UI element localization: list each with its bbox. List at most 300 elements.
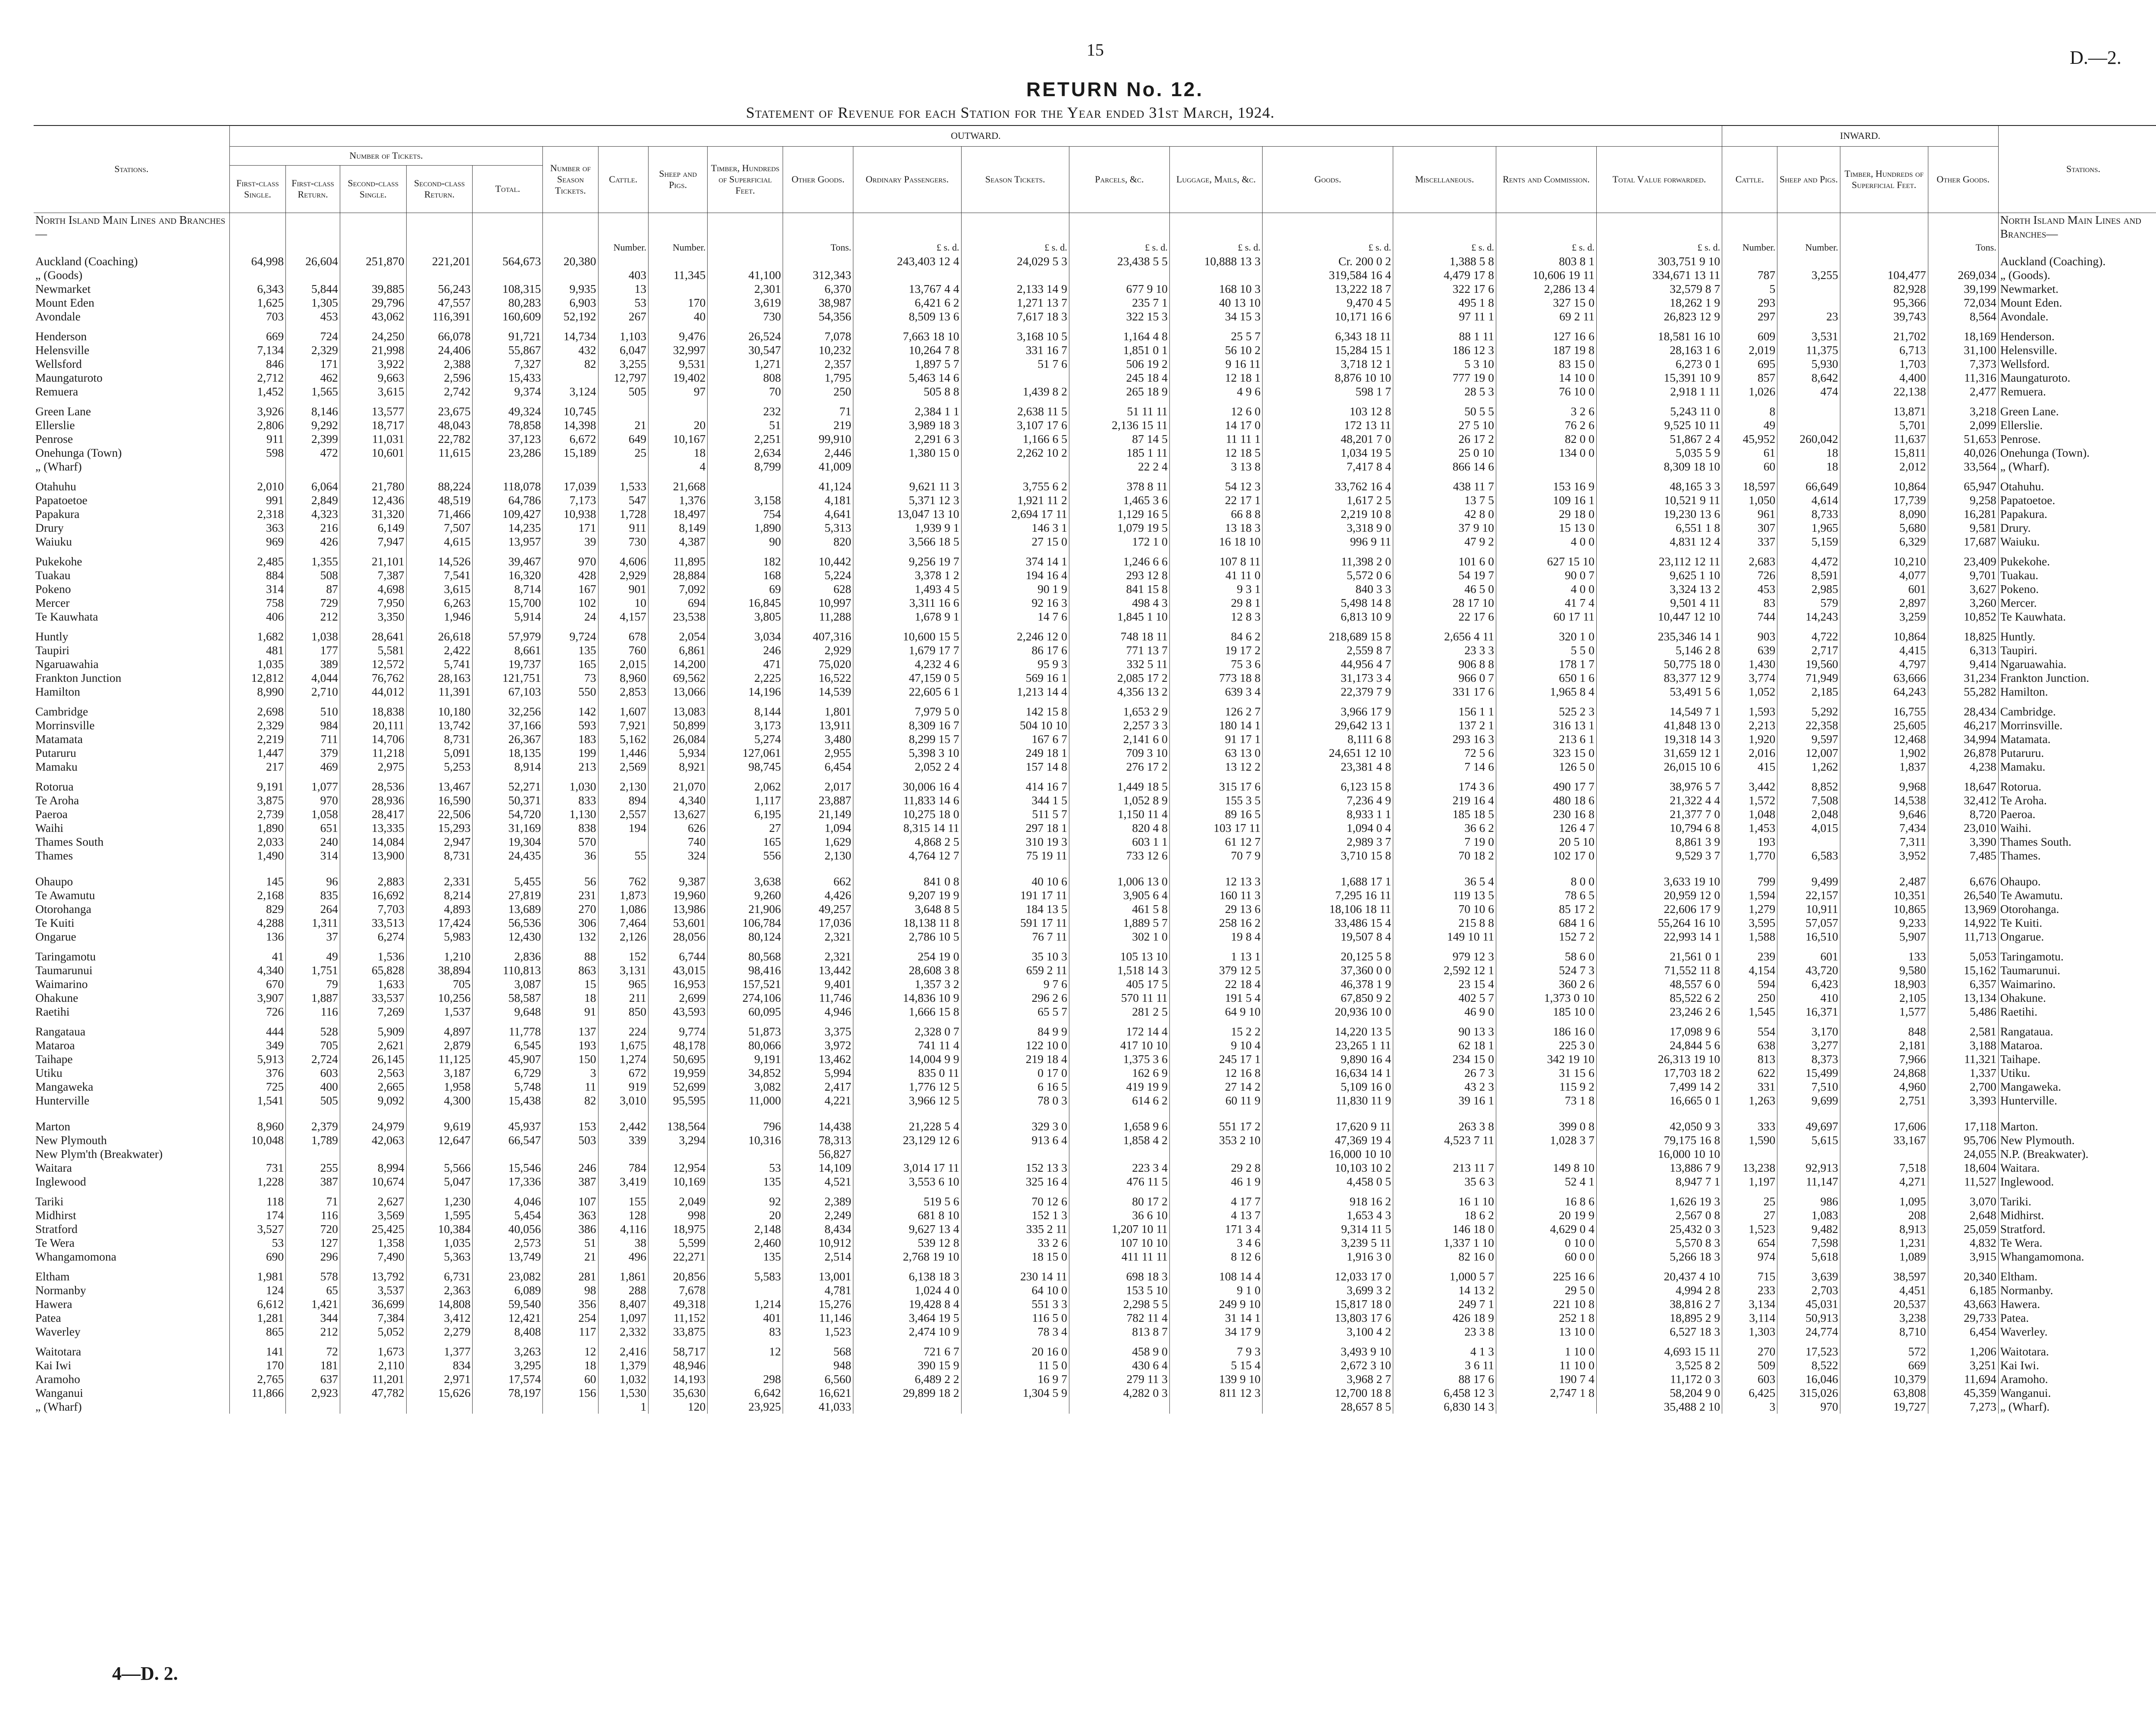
cattle-cell: 403 xyxy=(598,268,648,282)
other-goods-cell: 13,442 xyxy=(783,963,853,977)
inward-cattle-cell: 3,114 xyxy=(1722,1311,1777,1325)
inward-sheep-cell: 15,499 xyxy=(1777,1066,1840,1080)
second-return-cell: 116,391 xyxy=(406,310,473,323)
table-row xyxy=(34,1147,2156,1161)
rents-cell: 11 10 0 xyxy=(1496,1358,1596,1372)
table-row xyxy=(34,610,2156,624)
total-value-cell: 35,488 2 10 xyxy=(1596,1400,1722,1414)
cattle-cell: 678 xyxy=(598,630,648,643)
total-tickets-cell: 118,078 xyxy=(473,480,543,493)
other-goods-cell: 2,955 xyxy=(783,746,853,760)
ordinary-passengers-cell xyxy=(853,1400,961,1414)
total-tickets-cell: 3,087 xyxy=(473,977,543,991)
total-tickets-cell: 13,957 xyxy=(473,535,543,549)
second-return-cell: 48,519 xyxy=(406,493,473,507)
cattle-cell: 1,675 xyxy=(598,1038,648,1052)
inward-sheep-cell: 49,697 xyxy=(1777,1120,1840,1133)
season-count-cell: 281 xyxy=(543,1270,598,1283)
parcels-cell: 281 2 5 xyxy=(1069,1005,1169,1019)
total-value-cell: 17,098 9 6 xyxy=(1596,1025,1722,1038)
total-tickets-cell: 19,737 xyxy=(473,657,543,671)
table-row xyxy=(34,596,2156,610)
station-name-right: Wanganui. xyxy=(2000,1386,2051,1399)
first-return-cell: 26,604 xyxy=(286,254,340,268)
timber-cell: 80,568 xyxy=(708,950,783,963)
season-count-cell: 550 xyxy=(543,685,598,699)
other-goods-cell: 10,442 xyxy=(783,555,853,568)
timber-cell: 2,301 xyxy=(708,282,783,296)
total-value-cell: 4,831 12 4 xyxy=(1596,535,1722,549)
parcels-cell: 461 5 8 xyxy=(1069,902,1169,916)
other-goods-cell: 4,946 xyxy=(783,1005,853,1019)
sheep-pigs-cell: 26,084 xyxy=(649,732,708,746)
parcels-cell: 1,889 5 7 xyxy=(1069,916,1169,930)
miscellaneous-cell: 1,000 5 7 xyxy=(1393,1270,1496,1283)
second-single-cell: 42,063 xyxy=(340,1133,406,1147)
second-return-cell: 1,035 xyxy=(406,1236,473,1250)
total-value-cell: 28,163 1 6 xyxy=(1596,343,1722,357)
inward-cattle-cell: 639 xyxy=(1722,643,1777,657)
first-return-cell: 508 xyxy=(286,568,340,582)
miscellaneous-cell: 219 16 4 xyxy=(1393,794,1496,807)
second-return-cell: 88,224 xyxy=(406,480,473,493)
other-goods-cell: 54,356 xyxy=(783,310,853,323)
ordinary-passengers-cell: 3,464 19 5 xyxy=(853,1311,961,1325)
sheep-pigs-cell: 7,092 xyxy=(649,582,708,596)
document-reference: D.—2. xyxy=(2070,47,2122,68)
season-tickets-cell: 230 14 11 xyxy=(961,1270,1069,1283)
station-name-right: Taihape. xyxy=(2000,1052,2041,1066)
table-row xyxy=(34,405,2156,418)
season-tickets-cell: 51 7 6 xyxy=(961,357,1069,371)
station-name-right: Putaruru. xyxy=(2000,746,2044,759)
table-row xyxy=(34,875,2156,888)
season-tickets-cell: 86 17 6 xyxy=(961,643,1069,657)
first-single-cell: 145 xyxy=(229,875,285,888)
inward-timber-cell: 3,952 xyxy=(1840,849,1928,863)
luggage-cell: 16 18 10 xyxy=(1169,535,1262,549)
inward-cattle-cell: 1,920 xyxy=(1722,732,1777,746)
second-return-cell: 5,047 xyxy=(406,1175,473,1189)
second-single-cell: 18,717 xyxy=(340,418,406,432)
inward-timber-cell: 95,366 xyxy=(1840,296,1928,310)
inward-other-cell: 33,564 xyxy=(1928,460,1998,474)
cattle-cell: 894 xyxy=(598,794,648,807)
second-return-cell: 10,384 xyxy=(406,1222,473,1236)
other-goods-cell: 628 xyxy=(783,582,853,596)
rents-cell: 90 0 7 xyxy=(1496,568,1596,582)
sheep-pigs-cell: 21,668 xyxy=(649,480,708,493)
goods-cell: 16,000 10 10 xyxy=(1263,1147,1393,1161)
inward-other-cell: 4,238 xyxy=(1928,760,1998,774)
luggage-cell: 41 11 0 xyxy=(1169,568,1262,582)
station-name: Midhirst xyxy=(34,1208,229,1222)
first-single-cell: 3,527 xyxy=(229,1222,285,1236)
cattle-cell: 4,157 xyxy=(598,610,648,624)
inward-timber-cell: 9,233 xyxy=(1840,916,1928,930)
first-return-cell: 387 xyxy=(286,1175,340,1189)
season-count-cell: 7,173 xyxy=(543,493,598,507)
rents-cell: 225 16 6 xyxy=(1496,1270,1596,1283)
first-single-cell xyxy=(229,460,285,474)
first-return-cell: 1,789 xyxy=(286,1133,340,1147)
miscellaneous-cell: 4 1 3 xyxy=(1393,1345,1496,1358)
inward-sheep-cell: 4,722 xyxy=(1777,630,1840,643)
total-tickets-cell xyxy=(473,1147,543,1161)
total-tickets-cell: 27,819 xyxy=(473,888,543,902)
cattle-cell: 3,131 xyxy=(598,963,648,977)
station-name-right: Midhirst. xyxy=(2000,1208,2044,1222)
ordinary-passengers-cell: 13,767 4 4 xyxy=(853,282,961,296)
total-tickets-cell: 58,587 xyxy=(473,991,543,1005)
second-return-cell: 22,506 xyxy=(406,807,473,821)
first-single-cell: 1,281 xyxy=(229,1311,285,1325)
station-name: Marton xyxy=(34,1120,229,1133)
other-goods-cell: 6,370 xyxy=(783,282,853,296)
ordinary-passengers-cell: 5,463 14 6 xyxy=(853,371,961,385)
rents-cell: 2,747 1 8 xyxy=(1496,1386,1596,1400)
unit-number: Number. xyxy=(598,241,648,254)
goods-cell: 1,653 4 3 xyxy=(1263,1208,1393,1222)
ordinary-passengers-cell: 1,024 4 0 xyxy=(853,1283,961,1297)
ordinary-passengers-cell: 11,833 14 6 xyxy=(853,794,961,807)
season-count-cell: 503 xyxy=(543,1133,598,1147)
ordinary-passengers-cell: 47,159 0 5 xyxy=(853,671,961,685)
inward-timber-cell: 2,487 xyxy=(1840,875,1928,888)
timber-cell: 27 xyxy=(708,821,783,835)
inward-other-cell: 3,627 xyxy=(1928,582,1998,596)
station-name: Te Kauwhata xyxy=(34,610,229,624)
miscellaneous-cell: 70 10 6 xyxy=(1393,902,1496,916)
other-goods-cell: 71 xyxy=(783,405,853,418)
total-tickets-cell: 6,729 xyxy=(473,1066,543,1080)
total-tickets-cell: 3,295 xyxy=(473,1358,543,1372)
goods-cell: 12,700 18 8 xyxy=(1263,1386,1393,1400)
total-tickets-cell: 5,455 xyxy=(473,875,543,888)
first-return-cell: 37 xyxy=(286,930,340,944)
station-name: Taupiri xyxy=(34,643,229,657)
station-name: Huntly xyxy=(34,630,229,643)
inward-sheep-cell: 1,083 xyxy=(1777,1208,1840,1222)
first-return-cell: 127 xyxy=(286,1236,340,1250)
second-return-cell: 1,210 xyxy=(406,950,473,963)
season-tickets-cell: 2,262 10 2 xyxy=(961,446,1069,460)
ordinary-passengers-cell: 13,047 13 10 xyxy=(853,507,961,521)
other-goods-cell: 4,426 xyxy=(783,888,853,902)
station-name-right: Stratford. xyxy=(2000,1222,2046,1236)
station-name-right: Te Wera. xyxy=(2000,1236,2043,1249)
inward-other-cell: 11,316 xyxy=(1928,371,1998,385)
total-value-cell: 13,886 7 9 xyxy=(1596,1161,1722,1175)
station-name-right: N.P. (Breakwater). xyxy=(2000,1147,2089,1161)
sheep-pigs-cell: 9,531 xyxy=(649,357,708,371)
other-goods-cell: 4,221 xyxy=(783,1094,853,1107)
inward-timber-cell: 104,477 xyxy=(1840,268,1928,282)
goods-cell: Cr. 200 0 2 xyxy=(1263,254,1393,268)
second-return-cell: 3,412 xyxy=(406,1311,473,1325)
rents-cell: 78 6 5 xyxy=(1496,888,1596,902)
season-tickets-cell: 331 16 7 xyxy=(961,343,1069,357)
second-single-cell xyxy=(340,268,406,282)
second-return-cell: 5,741 xyxy=(406,657,473,671)
rents-cell: 213 6 1 xyxy=(1496,732,1596,746)
parcels-cell: 2,298 5 5 xyxy=(1069,1297,1169,1311)
first-return-cell xyxy=(286,268,340,282)
inward-sheep-cell: 14,243 xyxy=(1777,610,1840,624)
luggage-cell: 139 9 10 xyxy=(1169,1372,1262,1386)
inward-other-cell: 43,663 xyxy=(1928,1297,1998,1311)
rents-cell: 1 10 0 xyxy=(1496,1345,1596,1358)
second-return-cell: 7,541 xyxy=(406,568,473,582)
first-return-cell: 2,849 xyxy=(286,493,340,507)
inward-other-cell: 7,273 xyxy=(1928,1400,1998,1414)
parcels-cell: 1,052 8 9 xyxy=(1069,794,1169,807)
parcels-cell: 419 19 9 xyxy=(1069,1080,1169,1094)
inward-other-cell: 6,185 xyxy=(1928,1283,1998,1297)
first-return-cell: 1,751 xyxy=(286,963,340,977)
second-return-cell: 834 xyxy=(406,1358,473,1372)
inward-cattle-cell: 3 xyxy=(1722,1400,1777,1414)
cattle-cell: 1,103 xyxy=(598,329,648,343)
station-name: Ohaupo xyxy=(34,875,229,888)
first-single-cell: 1,682 xyxy=(229,630,285,643)
second-single-cell: 43,062 xyxy=(340,310,406,323)
other-goods-cell: 13,462 xyxy=(783,1052,853,1066)
station-name-right: Ngaruawahia. xyxy=(2000,657,2067,671)
cattle-cell: 1,728 xyxy=(598,507,648,521)
other-goods-cell: 4,181 xyxy=(783,493,853,507)
season-tickets-cell: 142 15 8 xyxy=(961,705,1069,718)
inward-other-cell: 3,260 xyxy=(1928,596,1998,610)
season-count-cell: 833 xyxy=(543,794,598,807)
station-name-right: Inglewood. xyxy=(2000,1174,2054,1188)
goods-cell: 10,171 16 6 xyxy=(1263,310,1393,323)
inward-sheep-cell: 3,170 xyxy=(1777,1025,1840,1038)
other-goods-cell: 41,009 xyxy=(783,460,853,474)
total-tickets-cell: 8,661 xyxy=(473,643,543,657)
timber-cell: 11,000 xyxy=(708,1094,783,1107)
miscellaneous-cell: 35 6 3 xyxy=(1393,1175,1496,1189)
first-return-cell: 6,064 xyxy=(286,480,340,493)
station-name: Wanganui xyxy=(34,1386,229,1400)
timber-cell: 34,852 xyxy=(708,1066,783,1080)
season-count-cell: 183 xyxy=(543,732,598,746)
table-row xyxy=(34,849,2156,863)
other-goods-cell: 17,036 xyxy=(783,916,853,930)
inward-sheep-cell: 315,026 xyxy=(1777,1386,1840,1400)
season-count-cell: 18 xyxy=(543,991,598,1005)
season-tickets-cell: 325 16 4 xyxy=(961,1175,1069,1189)
sheep-pigs-cell: 13,066 xyxy=(649,685,708,699)
inward-sheep-cell: 5,292 xyxy=(1777,705,1840,718)
first-return-cell: 1,077 xyxy=(286,780,340,794)
timber-cell: 9,191 xyxy=(708,1052,783,1066)
inward-sheep-cell: 4,015 xyxy=(1777,821,1840,835)
sheep-pigs-cell: 4,340 xyxy=(649,794,708,807)
rents-cell: 115 9 2 xyxy=(1496,1080,1596,1094)
total-value-cell: 19,230 13 6 xyxy=(1596,507,1722,521)
second-single-cell xyxy=(340,460,406,474)
other-goods-cell: 3,480 xyxy=(783,732,853,746)
goods-cell: 11,830 11 9 xyxy=(1263,1094,1393,1107)
station-name: Paeroa xyxy=(34,807,229,821)
second-return-cell xyxy=(406,1147,473,1161)
inward-sheep-cell: 8,522 xyxy=(1777,1358,1840,1372)
ordinary-passengers-cell: 721 6 7 xyxy=(853,1345,961,1358)
second-return-cell: 8,731 xyxy=(406,732,473,746)
station-name: Papatoetoe xyxy=(34,493,229,507)
inward-cattle-cell: 453 xyxy=(1722,582,1777,596)
timber-cell: 1,117 xyxy=(708,794,783,807)
station-name-right: Frankton Junction. xyxy=(2000,671,2089,684)
miscellaneous-cell: 23 3 3 xyxy=(1393,643,1496,657)
first-return-cell: 1,421 xyxy=(286,1297,340,1311)
sheep-pigs-cell: 32,997 xyxy=(649,343,708,357)
station-name-right: Mataroa. xyxy=(2000,1038,2043,1052)
season-count-cell: 363 xyxy=(543,1208,598,1222)
other-goods-cell: 2,130 xyxy=(783,849,853,863)
station-name: Taringamotu xyxy=(34,950,229,963)
parcels-cell: 733 12 6 xyxy=(1069,849,1169,863)
inward-sheep-cell: 5,618 xyxy=(1777,1250,1840,1264)
other-goods-cell: 15,276 xyxy=(783,1297,853,1311)
station-name-right: Henderson. xyxy=(2000,329,2055,343)
total-tickets-cell: 8,714 xyxy=(473,582,543,596)
total-value-cell: 15,391 10 9 xyxy=(1596,371,1722,385)
inward-cattle-cell: 83 xyxy=(1722,596,1777,610)
second-single-cell: 7,490 xyxy=(340,1250,406,1264)
timber-cell: 730 xyxy=(708,310,783,323)
sheep-pigs-cell: 58,717 xyxy=(649,1345,708,1358)
page-subtitle: Statement of Revenue for each Station for the Year ended 31st March, 1924. xyxy=(746,104,1275,121)
goods-cell: 44,956 4 7 xyxy=(1263,657,1393,671)
goods-cell: 13,222 18 7 xyxy=(1263,282,1393,296)
second-return-cell xyxy=(406,460,473,474)
season-tickets-cell: 146 3 1 xyxy=(961,521,1069,535)
total-tickets-cell: 108,315 xyxy=(473,282,543,296)
total-tickets-cell xyxy=(473,268,543,282)
second-return-cell: 4,897 xyxy=(406,1025,473,1038)
sheep-pigs-cell: 9,774 xyxy=(649,1025,708,1038)
sheep-pigs-cell: 21,070 xyxy=(649,780,708,794)
first-single-cell: 969 xyxy=(229,535,285,549)
ordinary-passengers-cell: 18,138 11 8 xyxy=(853,916,961,930)
inward-other-cell: 25,059 xyxy=(1928,1222,1998,1236)
parcels-cell: 603 1 1 xyxy=(1069,835,1169,849)
timber-cell: 556 xyxy=(708,849,783,863)
total-value-cell: 79,175 16 8 xyxy=(1596,1133,1722,1147)
total-value-cell: 41,848 13 0 xyxy=(1596,718,1722,732)
table-row xyxy=(34,794,2156,807)
second-single-cell: 4,698 xyxy=(340,582,406,596)
sheep-pigs-cell: 324 xyxy=(649,849,708,863)
parcels-cell: 2,257 3 3 xyxy=(1069,718,1169,732)
goods-cell: 3,100 4 2 xyxy=(1263,1325,1393,1339)
inward-other-cell: 17,687 xyxy=(1928,535,1998,549)
ordinary-passengers-cell: 9,621 11 3 xyxy=(853,480,961,493)
station-name-right: Helensville. xyxy=(2000,343,2057,357)
inward-timber-cell: 6,713 xyxy=(1840,343,1928,357)
total-tickets-cell: 49,324 xyxy=(473,405,543,418)
cattle-cell: 25 xyxy=(598,446,648,460)
inward-timber-cell: 17,606 xyxy=(1840,1120,1928,1133)
inward-cattle-cell: 270 xyxy=(1722,1345,1777,1358)
total-value-cell: 2,918 1 11 xyxy=(1596,385,1722,398)
inward-cattle-cell: 3,442 xyxy=(1722,780,1777,794)
season-count-cell: 15 xyxy=(543,977,598,991)
inward-other-cell: 5,053 xyxy=(1928,950,1998,963)
first-single-cell: 4,288 xyxy=(229,916,285,930)
total-value-cell: 48,165 3 3 xyxy=(1596,480,1722,493)
miscellaneous-cell: 7 19 0 xyxy=(1393,835,1496,849)
inward-sheep-cell: 8,852 xyxy=(1777,780,1840,794)
ordinary-passengers-cell: 4,764 12 7 xyxy=(853,849,961,863)
station-name-right: Patea. xyxy=(2000,1311,2029,1324)
ordinary-passengers-cell xyxy=(853,268,961,282)
inward-other-cell: 17,118 xyxy=(1928,1120,1998,1133)
station-name: Mataroa xyxy=(34,1038,229,1052)
first-single-cell: 3,907 xyxy=(229,991,285,1005)
first-single-cell: 1,981 xyxy=(229,1270,285,1283)
miscellaneous-cell: 16 1 10 xyxy=(1393,1195,1496,1208)
luggage-cell: 54 12 3 xyxy=(1169,480,1262,493)
luggage-cell: 40 13 10 xyxy=(1169,296,1262,310)
total-tickets-cell: 45,907 xyxy=(473,1052,543,1066)
inward-other-cell: 72,034 xyxy=(1928,296,1998,310)
season-tickets-cell: 374 14 1 xyxy=(961,555,1069,568)
second-single-cell: 13,577 xyxy=(340,405,406,418)
inward-sheep-cell: 10,911 xyxy=(1777,902,1840,916)
sheep-pigs-cell: 13,083 xyxy=(649,705,708,718)
first-return-cell: 9,292 xyxy=(286,418,340,432)
table-row xyxy=(34,521,2156,535)
second-return-cell: 4,615 xyxy=(406,535,473,549)
second-return-cell: 14,808 xyxy=(406,1297,473,1311)
inward-cattle-cell: 1,572 xyxy=(1722,794,1777,807)
ordinary-passengers-cell: 5,398 3 10 xyxy=(853,746,961,760)
station-name-right: „ (Wharf). xyxy=(2000,1399,2050,1413)
rents-cell: 1,965 8 4 xyxy=(1496,685,1596,699)
table-row xyxy=(34,1005,2156,1019)
total-tickets-cell: 80,283 xyxy=(473,296,543,310)
season-count-cell: 970 xyxy=(543,555,598,568)
parcels-cell: 293 12 8 xyxy=(1069,568,1169,582)
inward-other-cell: 11,527 xyxy=(1928,1175,1998,1189)
first-single-cell: 598 xyxy=(229,446,285,460)
goods-cell: 6,813 10 9 xyxy=(1263,610,1393,624)
second-return-cell: 38,894 xyxy=(406,963,473,977)
rents-cell: 73 1 8 xyxy=(1496,1094,1596,1107)
luggage-cell: 12 8 3 xyxy=(1169,610,1262,624)
miscellaneous-cell: 90 13 3 xyxy=(1393,1025,1496,1038)
second-single-cell: 14,706 xyxy=(340,732,406,746)
total-value-header: Total Value forwarded. xyxy=(1596,146,1722,213)
parcels-header: Parcels, &c. xyxy=(1069,146,1169,213)
cattle-cell: 6,047 xyxy=(598,343,648,357)
inward-timber-cell: 5,907 xyxy=(1840,930,1928,944)
goods-cell: 23,381 4 8 xyxy=(1263,760,1393,774)
total-tickets-cell: 13,689 xyxy=(473,902,543,916)
ordinary-passengers-cell: 841 0 8 xyxy=(853,875,961,888)
first-single-cell: 5,913 xyxy=(229,1052,285,1066)
sheep-pigs-cell: 12,954 xyxy=(649,1161,708,1175)
other-goods-cell: 1,523 xyxy=(783,1325,853,1339)
cattle-cell: 649 xyxy=(598,432,648,446)
luggage-cell: 10,888 13 3 xyxy=(1169,254,1262,268)
season-count-cell: 17,039 xyxy=(543,480,598,493)
goods-cell: 20,125 5 8 xyxy=(1263,950,1393,963)
table-row xyxy=(34,343,2156,357)
